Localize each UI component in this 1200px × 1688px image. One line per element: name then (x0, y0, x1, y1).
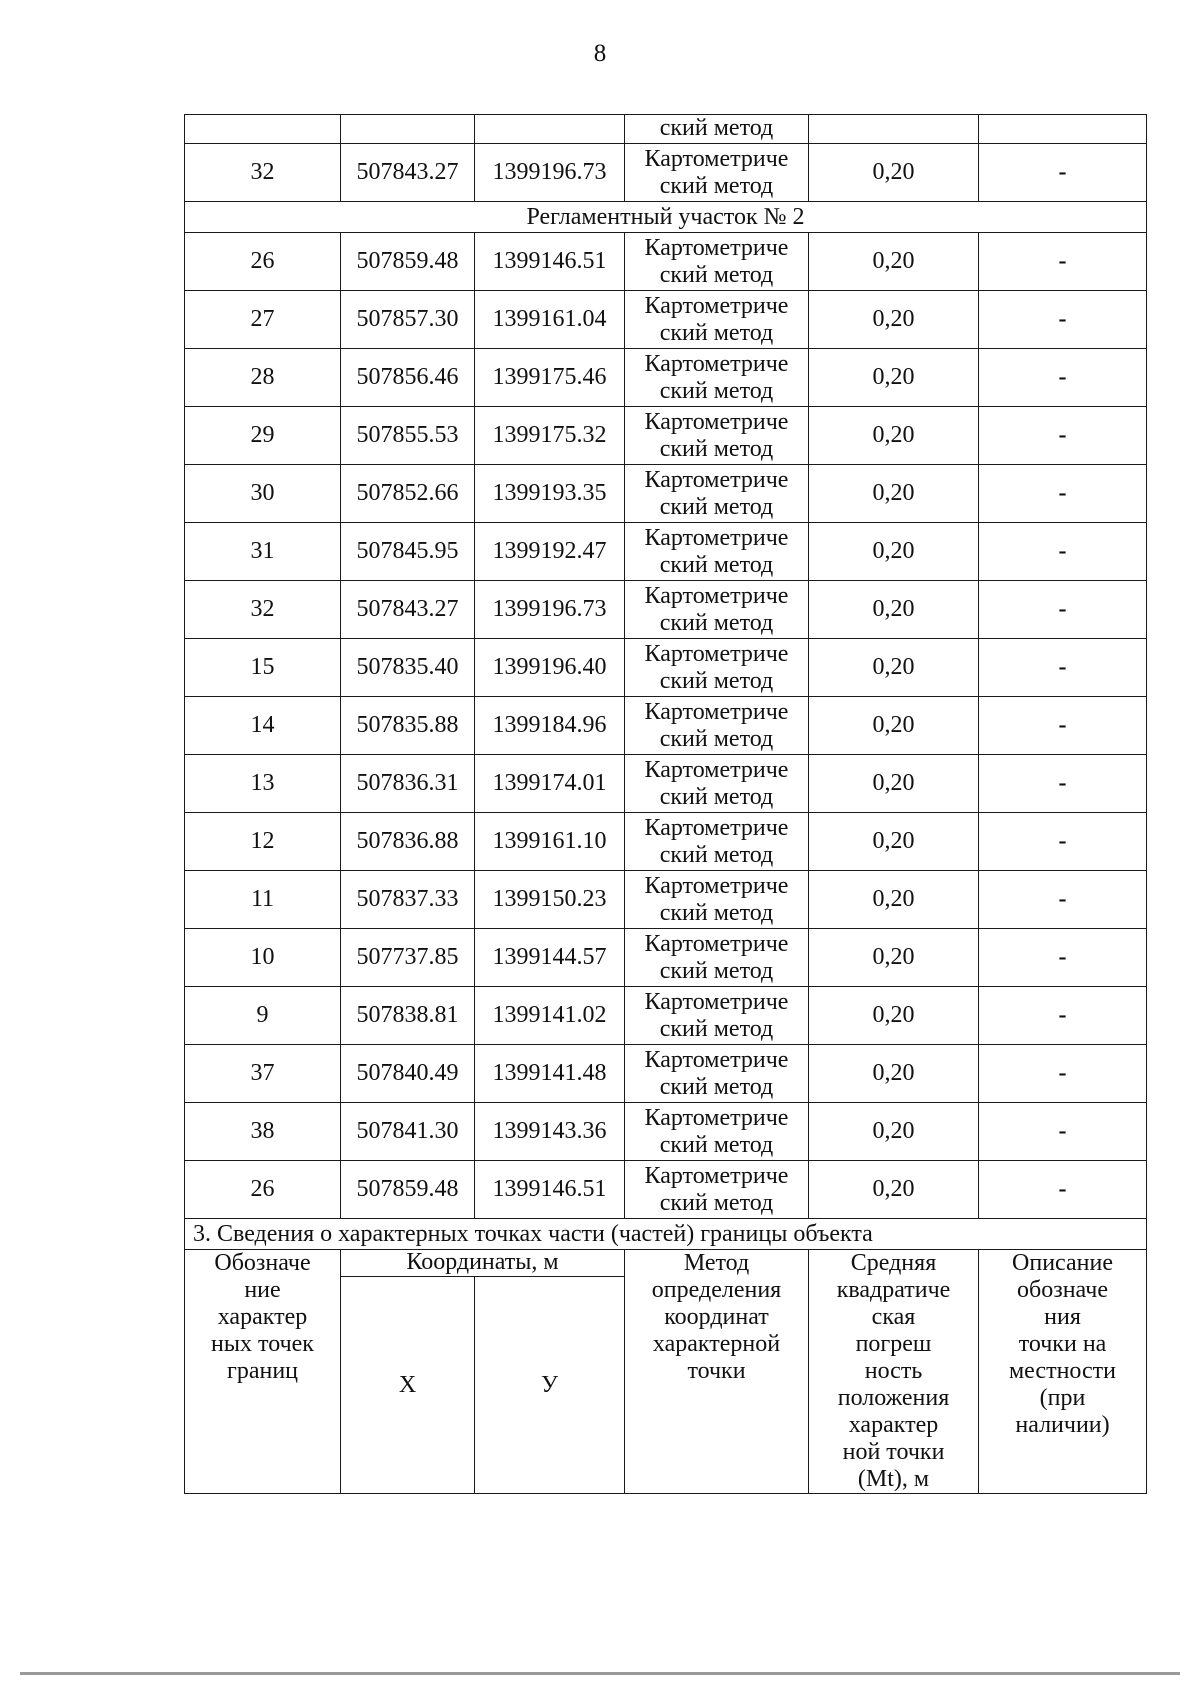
cell-accuracy: 0,20 (809, 581, 979, 639)
header-y: У (475, 1277, 625, 1494)
method-line-1: Картометриче (644, 145, 789, 172)
cell-x: 507855.53 (341, 407, 475, 465)
cell-y (475, 115, 625, 144)
header-x: Х (341, 1277, 475, 1494)
method-line-1: Картометриче (644, 582, 789, 609)
cell-method (625, 871, 809, 929)
cell-y: 1399175.46 (475, 349, 625, 407)
method-line-1: Картометриче (644, 756, 789, 783)
method-line-1: Картометриче (644, 292, 789, 319)
method-line-1: Картометриче (644, 814, 789, 841)
header-line: ной точки (842, 1439, 945, 1465)
table-row (185, 233, 1147, 291)
method-line-1: Картометриче (644, 524, 789, 551)
cell-point: 26 (185, 233, 341, 291)
header-line: Метод (683, 1250, 750, 1276)
cell-description: - (979, 987, 1147, 1045)
table-row (185, 1103, 1147, 1161)
method-line-1: Картометриче (644, 640, 789, 667)
method-line-1: Картометриче (644, 698, 789, 725)
method-line-1: Картометриче (644, 234, 789, 261)
section3-title: 3. Сведения о характерных точках части (частей) границы объекта (185, 1219, 1147, 1250)
header-designation (185, 1250, 341, 1494)
cell-y: 1399192.47 (475, 523, 625, 581)
section-row (185, 202, 1147, 233)
cell-method (625, 349, 809, 407)
cell-description (979, 115, 1147, 144)
header-line: местности (1008, 1358, 1116, 1384)
header-line: наличии) (1015, 1412, 1110, 1438)
header-line: определения (651, 1277, 782, 1303)
method-line-2: ский метод (659, 377, 774, 404)
cell-y: 1399196.40 (475, 639, 625, 697)
cell-x: 507852.66 (341, 465, 475, 523)
cell-description: - (979, 697, 1147, 755)
cell-method (625, 755, 809, 813)
header-line: характерной (652, 1331, 781, 1357)
method-line-1: Картометриче (644, 466, 789, 493)
cell-y: 1399175.32 (475, 407, 625, 465)
cell-description: - (979, 929, 1147, 987)
cell-method (625, 813, 809, 871)
bottom-rule (20, 1672, 1180, 1675)
cell-x: 507840.49 (341, 1045, 475, 1103)
method-line-2: ский метод (659, 261, 774, 288)
cell-x: 507838.81 (341, 987, 475, 1045)
cell-method (625, 697, 809, 755)
method-line-2: ский метод (659, 957, 774, 984)
cell-x: 507843.27 (341, 144, 475, 202)
cell-description: - (979, 291, 1147, 349)
method-line-1: Картометриче (644, 408, 789, 435)
method-line-2: ский метод (659, 1073, 774, 1100)
table-row (185, 144, 1147, 202)
cell-description: - (979, 465, 1147, 523)
header-line: точки на (1018, 1331, 1107, 1357)
cell-x: 507857.30 (341, 291, 475, 349)
table-row (185, 465, 1147, 523)
cell-y: 1399141.02 (475, 987, 625, 1045)
cell-x: 507835.40 (341, 639, 475, 697)
header-line: Обозначе (214, 1250, 311, 1276)
cell-method (625, 1161, 809, 1219)
cell-point: 37 (185, 1045, 341, 1103)
header-line: точки (687, 1358, 746, 1384)
cell-accuracy: 0,20 (809, 929, 979, 987)
method-line-2: ский метод (659, 899, 774, 926)
cell-accuracy: 0,20 (809, 1103, 979, 1161)
method-line-1: Картометриче (644, 1162, 789, 1189)
cell-point: 13 (185, 755, 341, 813)
cell-point: 28 (185, 349, 341, 407)
section-title: Регламентный участок № 2 (185, 202, 1147, 233)
cell-description: - (979, 407, 1147, 465)
cell-accuracy: 0,20 (809, 144, 979, 202)
cell-y: 1399146.51 (475, 1161, 625, 1219)
method-line-1: Картометриче (644, 350, 789, 377)
method-line-1: Картометриче (644, 872, 789, 899)
cell-y: 1399144.57 (475, 929, 625, 987)
cell-method (625, 639, 809, 697)
cell-y: 1399193.35 (475, 465, 625, 523)
table-row (185, 929, 1147, 987)
header-line: ская (871, 1304, 916, 1330)
table-body (185, 115, 1147, 1494)
cell-x: 507837.33 (341, 871, 475, 929)
cell-point: 27 (185, 291, 341, 349)
cell-description: - (979, 581, 1147, 639)
header-line: ных точек (211, 1331, 314, 1357)
cell-point: 26 (185, 1161, 341, 1219)
cell-accuracy: 0,20 (809, 349, 979, 407)
cell-point: 31 (185, 523, 341, 581)
header-line: границ (226, 1358, 299, 1384)
cell-point: 14 (185, 697, 341, 755)
cell-description: - (979, 144, 1147, 202)
header-line: обозначе (1017, 1277, 1108, 1303)
method-line-1: Картометриче (644, 1046, 789, 1073)
table-row (185, 639, 1147, 697)
cell-y: 1399196.73 (475, 144, 625, 202)
header-row (185, 1250, 1147, 1277)
method-line-2: ский метод (659, 551, 774, 578)
cell-description: - (979, 1103, 1147, 1161)
header-line: характер (217, 1304, 308, 1330)
table-row (185, 987, 1147, 1045)
header-line: характер (848, 1412, 939, 1438)
cell-method (625, 581, 809, 639)
section3-title-row (185, 1219, 1147, 1250)
cell-x: 507845.95 (341, 523, 475, 581)
header-coordinates: Координаты, м (341, 1250, 625, 1277)
cell-x: 507835.88 (341, 697, 475, 755)
header-line: Средняя (850, 1250, 937, 1276)
header-line: ния (1044, 1304, 1081, 1330)
table-row (185, 755, 1147, 813)
method-line-2: ский метод (659, 1015, 774, 1042)
cell-x: 507859.48 (341, 233, 475, 291)
cell-accuracy (809, 115, 979, 144)
cell-y: 1399141.48 (475, 1045, 625, 1103)
cell-accuracy: 0,20 (809, 1045, 979, 1103)
table-row (185, 291, 1147, 349)
cell-x: 507836.31 (341, 755, 475, 813)
table-row-continuation (185, 115, 1147, 144)
cell-point: 12 (185, 813, 341, 871)
cell-x: 507836.88 (341, 813, 475, 871)
table-row (185, 1045, 1147, 1103)
cell-accuracy: 0,20 (809, 987, 979, 1045)
cell-accuracy: 0,20 (809, 871, 979, 929)
cell-point: 10 (185, 929, 341, 987)
table-row (185, 407, 1147, 465)
cell-point: 15 (185, 639, 341, 697)
method-line-2: ский метод (659, 725, 774, 752)
header-line: положения (837, 1385, 950, 1411)
table-row (185, 349, 1147, 407)
header-line: погреш (855, 1331, 932, 1357)
cell-y: 1399196.73 (475, 581, 625, 639)
table-row (185, 523, 1147, 581)
method-line-2: ский метод (659, 841, 774, 868)
cell-y: 1399150.23 (475, 871, 625, 929)
method-line-1: Картометриче (644, 988, 789, 1015)
cell-method (625, 1103, 809, 1161)
cell-accuracy: 0,20 (809, 697, 979, 755)
cell-method (625, 407, 809, 465)
cell-accuracy: 0,20 (809, 291, 979, 349)
cell-method (625, 144, 809, 202)
method-line-2: ский метод (659, 493, 774, 520)
cell-accuracy: 0,20 (809, 233, 979, 291)
cell-accuracy: 0,20 (809, 813, 979, 871)
cell-y: 1399146.51 (475, 233, 625, 291)
header-accuracy (809, 1250, 979, 1494)
cell-accuracy: 0,20 (809, 639, 979, 697)
cell-point: 38 (185, 1103, 341, 1161)
method-line-2: ский метод (659, 319, 774, 346)
cell-method (625, 929, 809, 987)
method-line-2: ский метод (659, 1131, 774, 1158)
table-row (185, 581, 1147, 639)
table-row (185, 813, 1147, 871)
cell-description: - (979, 1045, 1147, 1103)
cell-x (341, 115, 475, 144)
header-line: (Mt), м (857, 1466, 930, 1492)
method-line-2: ский метод (659, 435, 774, 462)
header-line: Описание (1012, 1250, 1113, 1276)
cell-accuracy: 0,20 (809, 465, 979, 523)
page-number: 8 (593, 40, 607, 67)
cell-method (625, 1045, 809, 1103)
method-line-1: Картометриче (644, 1104, 789, 1131)
method-line-2: ский метод (659, 1189, 774, 1216)
cell-method (625, 465, 809, 523)
method-line-2: ский метод (659, 172, 774, 199)
cell-point: 9 (185, 987, 341, 1045)
cell-x: 507843.27 (341, 581, 475, 639)
header-method (625, 1250, 809, 1494)
header-line: ность (864, 1358, 923, 1384)
cell-method (625, 987, 809, 1045)
cell-accuracy: 0,20 (809, 407, 979, 465)
coordinates-table (184, 114, 1147, 1494)
cell-y: 1399143.36 (475, 1103, 625, 1161)
cell-point: 29 (185, 407, 341, 465)
cell-y: 1399174.01 (475, 755, 625, 813)
cell-method (625, 233, 809, 291)
header-description (979, 1250, 1147, 1494)
cell-x: 507856.46 (341, 349, 475, 407)
table-row (185, 1161, 1147, 1219)
cell-description: - (979, 1161, 1147, 1219)
header-line: координат (664, 1304, 769, 1330)
cell-x: 507737.85 (341, 929, 475, 987)
cell-y: 1399184.96 (475, 697, 625, 755)
method-line-2: ский метод (659, 667, 774, 694)
cell-description: - (979, 523, 1147, 581)
cell-method (625, 291, 809, 349)
cell-point: 32 (185, 144, 341, 202)
cell-point: 32 (185, 581, 341, 639)
table-row (185, 871, 1147, 929)
cell-x: 507859.48 (341, 1161, 475, 1219)
cell-x: 507841.30 (341, 1103, 475, 1161)
cell-y: 1399161.04 (475, 291, 625, 349)
cell-y: 1399161.10 (475, 813, 625, 871)
cell-method (625, 523, 809, 581)
table-row (185, 697, 1147, 755)
method-line-2: ский метод (659, 783, 774, 810)
header-line: квадратиче (836, 1277, 951, 1303)
header-line: ние (244, 1277, 281, 1303)
cell-method: ский метод (625, 115, 809, 144)
cell-description: - (979, 871, 1147, 929)
cell-point: 11 (185, 871, 341, 929)
cell-description: - (979, 349, 1147, 407)
method-line-2: ский метод (659, 609, 774, 636)
method-line-1: Картометриче (644, 930, 789, 957)
cell-point (185, 115, 341, 144)
cell-accuracy: 0,20 (809, 523, 979, 581)
header-line: (при (1039, 1385, 1086, 1411)
cell-description: - (979, 639, 1147, 697)
cell-description: - (979, 233, 1147, 291)
cell-accuracy: 0,20 (809, 755, 979, 813)
cell-accuracy: 0,20 (809, 1161, 979, 1219)
cell-description: - (979, 755, 1147, 813)
cell-point: 30 (185, 465, 341, 523)
cell-description: - (979, 813, 1147, 871)
